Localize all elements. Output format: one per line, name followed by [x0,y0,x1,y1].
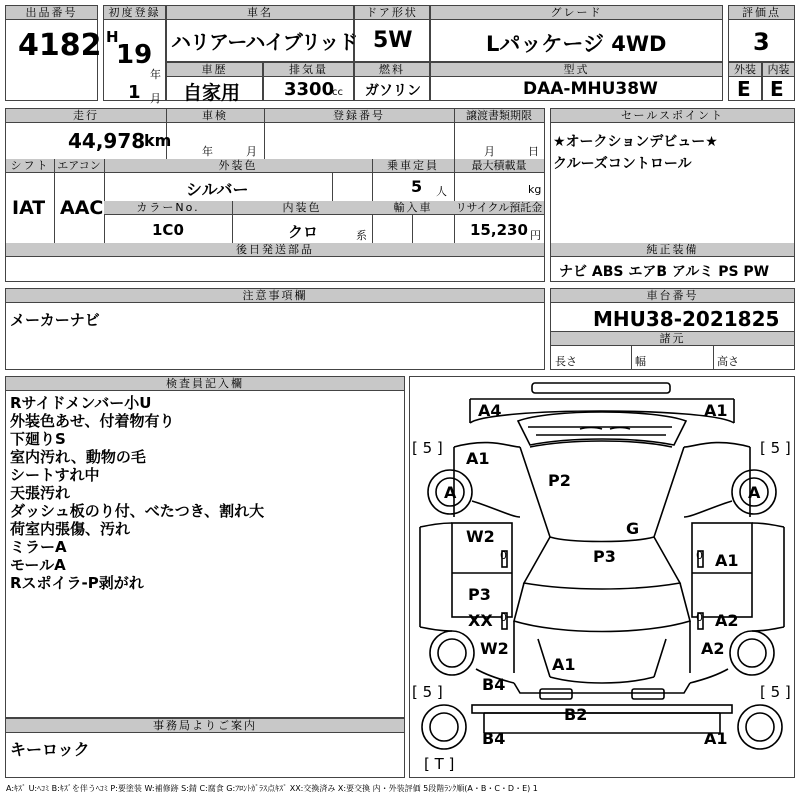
lot-number: 4182 [18,28,102,63]
damage-w2-lower: W2 [480,639,509,658]
ext-color-label: 外装色 [104,159,372,173]
zero-mark-1: 0 [500,549,507,562]
shift-label: シフト [6,159,54,173]
car-name-box [166,5,358,62]
office-box [5,718,405,778]
chassis-number: MHU38-2021825 [593,307,780,331]
score-box [728,5,795,62]
max-load-label: 最大積載量 [454,159,544,173]
displacement-unit: cc [332,87,343,98]
car-name-label: 車名 [167,6,353,20]
inspector-line-4: 室内汚れ、動物の毛 [10,448,146,466]
damage-a4: A4 [478,401,502,420]
equipment: ナビ ABS エアB アルミ PS PW [559,264,770,280]
inspector-line-5: シートすれ中 [10,466,100,484]
mileage-label: 走行 [6,109,166,123]
interior-grade-box [762,62,795,101]
spec-label: 諸元 [551,331,794,346]
inspector-line-3: 下廻りS [10,430,66,448]
selling-point-1: ★オークションデビュー★ [553,134,718,150]
mileage: 44,978 [68,129,146,153]
inspection-month-unit: 月 [246,145,257,158]
month-unit: 月 [150,92,161,105]
notes: メーカーナビ [10,311,100,329]
car-diagram [410,377,794,777]
capacity-label: 乗車定員 [372,159,454,173]
first-registration-box [103,5,166,105]
capacity: 5 [411,177,423,196]
inspection-year-unit: 年 [202,145,213,158]
grade: Lパッケージ 4WD [486,32,667,56]
recycle-unit: 円 [530,229,541,242]
zero-mark-3: 0 [500,611,507,624]
recycle-label: リサイクル預託金 [455,201,543,214]
aircon-label: エアコン [54,159,104,173]
int-color-label: 内装色 [232,201,372,215]
history-label: 車歴 [167,63,262,77]
damage-a2-right: A2 [715,611,739,630]
legend: A:ｷｽﾞ U:ﾍｺﾐ B:ｷｽﾞを伴うﾍｺﾐ P:要塗装 W:補修跡 S:錆 C:腐食 G:ﾌﾛﾝﾄｶﾞﾗｽ点ｷｽﾞ XX:交換済み X:要交換 内・外装評価 5段階ﾗﾝｸ順(A・B・C・D・E) 1 [6,784,538,793]
damage-b4-bottom: B4 [482,729,506,748]
max-load-unit: kg [528,183,542,196]
exterior-grade: E [737,77,751,101]
inspector-label: 検査員記入欄 [6,377,404,391]
damage-a-right: A [748,483,761,502]
inspector-line-6: 天張汚れ [10,484,71,502]
deadline-month-unit: 月 [484,145,495,158]
zero-mark-4: 0 [696,611,703,624]
car-history: 自家用 [183,82,241,104]
fuel-label: 燃料 [355,63,429,77]
ext-color: シルバー [186,180,249,199]
damage-a-left: A [444,483,457,502]
chassis-label: 車台番号 [551,289,794,303]
equipment-label: 純正装備 [551,243,794,257]
inspector-line-7: ダッシュ板のり付、べたつき、割れ大 [10,502,265,520]
tire-tread-front-left: [ 5 ] [412,439,443,457]
damage-w2-upper: W2 [466,527,495,546]
zero-mark-2: 0 [696,549,703,562]
inspector-line-2: 外装色あせ、付着物有り [10,412,175,430]
deadline-day-unit: 日 [528,145,539,158]
model-code-box [430,62,723,101]
mileage-unit: km [144,131,172,150]
fuel-box [354,62,430,101]
selling-points-label: セールスポイント [551,109,794,123]
displacement: 3300 [284,79,335,100]
door-label: ドア形状 [355,6,429,20]
registration-month: 1 [128,82,141,103]
later-parts-label: 後日発送部品 [6,243,544,257]
notes-box [5,288,545,370]
year-unit: 年 [150,68,161,81]
damage-xx: XX [468,611,493,630]
inspector-line-1: Rサイドメンバー小U [10,394,152,412]
car-name: ハリアーハイブリッド [171,30,358,54]
fuel: ガソリン [365,83,421,99]
damage-p3-left: P3 [468,585,491,604]
door-type: 5W [373,28,413,53]
score-label: 評価点 [729,6,794,20]
damage-a1-bottom: A1 [552,655,576,674]
registration-year: 19 [116,40,153,70]
exterior-label: 外装 [729,63,761,77]
damage-g: G [626,519,640,538]
import-label: 輸入車 [372,201,454,215]
recycle-fee: 15,230 [470,221,528,239]
capacity-unit: 人 [436,185,447,198]
color-number: 1C0 [152,221,184,239]
damage-a1-right: A1 [715,551,739,570]
office-notice: キーロック [10,740,90,759]
chassis-box [550,288,795,370]
transfer-deadline-label: 譲渡書類期限 [454,109,544,123]
score: 3 [753,28,770,56]
inspection-label: 車検 [166,109,264,123]
lot-number-label: 出品番号 [6,6,97,20]
inspector-line-10: モールA [10,556,66,574]
tire-tread-rear-left: [ 5 ] [412,683,443,701]
inspector-line-11: Rスポイラ-P剥がれ [10,574,144,592]
exterior-grade-box [728,62,762,101]
selling-point-2: クルーズコントロール [553,156,692,172]
model-code-label: 型式 [431,63,722,77]
int-color-suffix: 系 [356,229,367,242]
damage-a1-top-right: A1 [704,401,728,420]
model-code: DAA-MHU38W [523,79,658,99]
details-box [5,108,545,282]
spec-height: 高さ [717,355,739,368]
notes-label: 注意事項欄 [6,289,544,303]
spare-tire: [ T ] [424,755,455,773]
interior-label: 内装 [763,63,794,77]
reg-number-label: 登録番号 [264,109,454,123]
damage-a2-lower-right: A2 [701,639,725,658]
door-box [354,5,430,62]
first-registration-label: 初度登録 [104,6,165,20]
damage-p2: P2 [548,471,571,490]
inspector-line-9: ミラーA [10,538,67,556]
tire-tread-rear-right: [ 5 ] [760,683,791,701]
displacement-box [263,62,354,101]
grade-box [430,5,723,62]
inspector-line-8: 荷室内張傷、汚れ [10,520,131,538]
inspector-box [5,376,405,718]
aircon: AAC [60,197,104,219]
office-label: 事務局よりご案内 [6,719,404,733]
era-mark: H [106,28,119,46]
color-number-label: カラーNo. [104,201,232,215]
spec-length: 長さ [555,355,577,368]
car-diagram-box [409,376,795,778]
damage-p3-center: P3 [593,547,616,566]
spec-width: 幅 [635,355,646,368]
int-color: クロ [288,223,319,241]
damage-a1-bottom-right: A1 [704,729,728,748]
interior-grade: E [770,77,784,101]
displacement-label: 排気量 [264,63,353,77]
damage-a1-front-left: A1 [466,449,490,468]
shift: IAT [12,197,46,219]
history-box [166,62,263,104]
tire-tread-front-right: [ 5 ] [760,439,791,457]
grade-label: グレード [431,6,722,20]
damage-b4-left: B4 [482,675,506,694]
selling-points-box [550,108,795,282]
lot-number-box [5,5,102,101]
damage-b2: B2 [564,705,588,724]
